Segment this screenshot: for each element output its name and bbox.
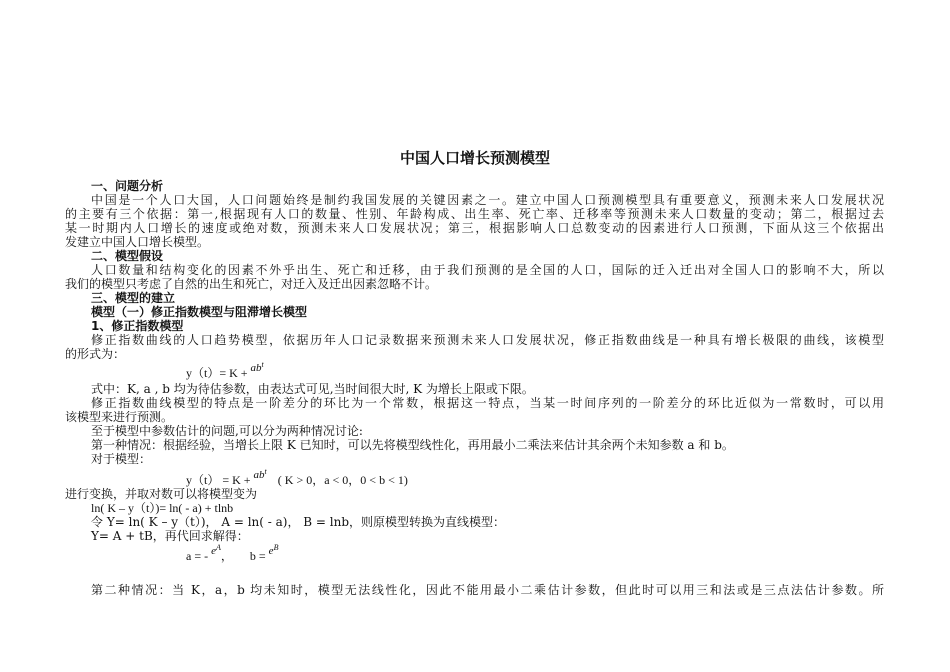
paragraph-line: 修正指数曲线模型的特点是一阶差分的环比为一个常数，根据这一特点，当某一时间序列的一阶差分的环比近似为一常数时，可以用 [91, 396, 884, 410]
paragraph-line: 人口数量和结构变化的因素不外乎出生、死亡和迁移，由于我们预测的是全国的人口，国际的迁入迁出对全国人口的影响不大，所以 [91, 263, 884, 277]
equation-parameter-solution: a = - $e^A$， $b = e^B$ [186, 543, 279, 563]
paragraph-line: 第二种情况：当 K，a，b 均未知时，模型无法线性化，因此不能用最小二乘估计参数，但此时可以用三和法或是三点法估计参数。所 [91, 583, 884, 597]
paragraph-line: Y= A + tB，再代回求解得： [91, 529, 249, 543]
equation-log-transform: ln( K – y（t）)= ln( - a) + tlnb [91, 501, 234, 515]
paragraph-line: 修正指数曲线的人口趋势模型，依据历年人口记录数据来预测未来人口发展状况，修正指数曲线是一种具有增长极限的曲线，该模型 [91, 333, 884, 347]
paragraph-line: 令 Y= ln( K – y（t）)， A = ln( - a)， B = lnb，则原模型转换为直线模型： [91, 515, 506, 529]
paragraph-line: 对于模型： [91, 452, 152, 466]
subsection-heading-modified-exponential: 1、修正指数模型 [91, 319, 184, 333]
section-heading-model-building: 三、模型的建立 [91, 291, 176, 305]
section-heading-model-assumptions: 二、模型假设 [91, 249, 164, 263]
equation-model-with-conditions: $y(t) = K + ab^t$ ( K > 0，a < 0，0 < b < 1) [186, 467, 408, 487]
paragraph-line: 某一时期内人口增长的速度或绝对数，预测未来人口发展状况；第三，根据影响人口总数变动的因素进行人口预测，下面从这三个依据出 [65, 221, 884, 235]
paragraph-line: 进行变换，并取对数可以将模型变为 [65, 487, 258, 501]
paragraph-line: 至于模型中参数估计的问题,可以分为两种情况讨论: [91, 424, 363, 438]
paragraph-line: 第一种情况：根据经验，当增长上限 K 已知时，可以先将模型线性化，再用最小二乘法来估计其余两个未知参数 a 和 b。 [91, 438, 734, 452]
subsection-heading-model-one: 模型（一）修正指数模型与阻滞增长模型 [91, 305, 308, 319]
page-title: 中国人口增长预测模型 [399, 149, 550, 167]
paragraph-line: 式中：K, a , b 均为待估参数，由表达式可见,当时间很大时, K 为增长上限或下限。 [91, 382, 534, 396]
paragraph-line: 的主要有三个依据：第一,根据现有人口的数量、性别、年龄构成、出生率、死亡率、迁移率等预测未来人口数量的变动；第二，根据过去 [65, 207, 884, 221]
paragraph-line: 我们的模型只考虑了自然的出生和死亡，对迁入及迁出因素忽略不计。 [65, 277, 438, 291]
equation-modified-exponential: $y(t)= K + ab^t$ [186, 360, 264, 380]
paragraph-line: 的形式为： [65, 347, 126, 361]
paragraph-line: 中国是一个人口大国，人口问题始终是制约我国发展的关键因素之一。建立中国人口预测模型具有重要意义，预测未来人口发展状况 [91, 193, 884, 207]
paragraph-line: 该模型来进行预测。 [65, 410, 174, 424]
section-heading-problem-analysis: 一、问题分析 [91, 179, 164, 193]
paragraph-line: 发建立中国人口增长模型。 [65, 235, 210, 249]
